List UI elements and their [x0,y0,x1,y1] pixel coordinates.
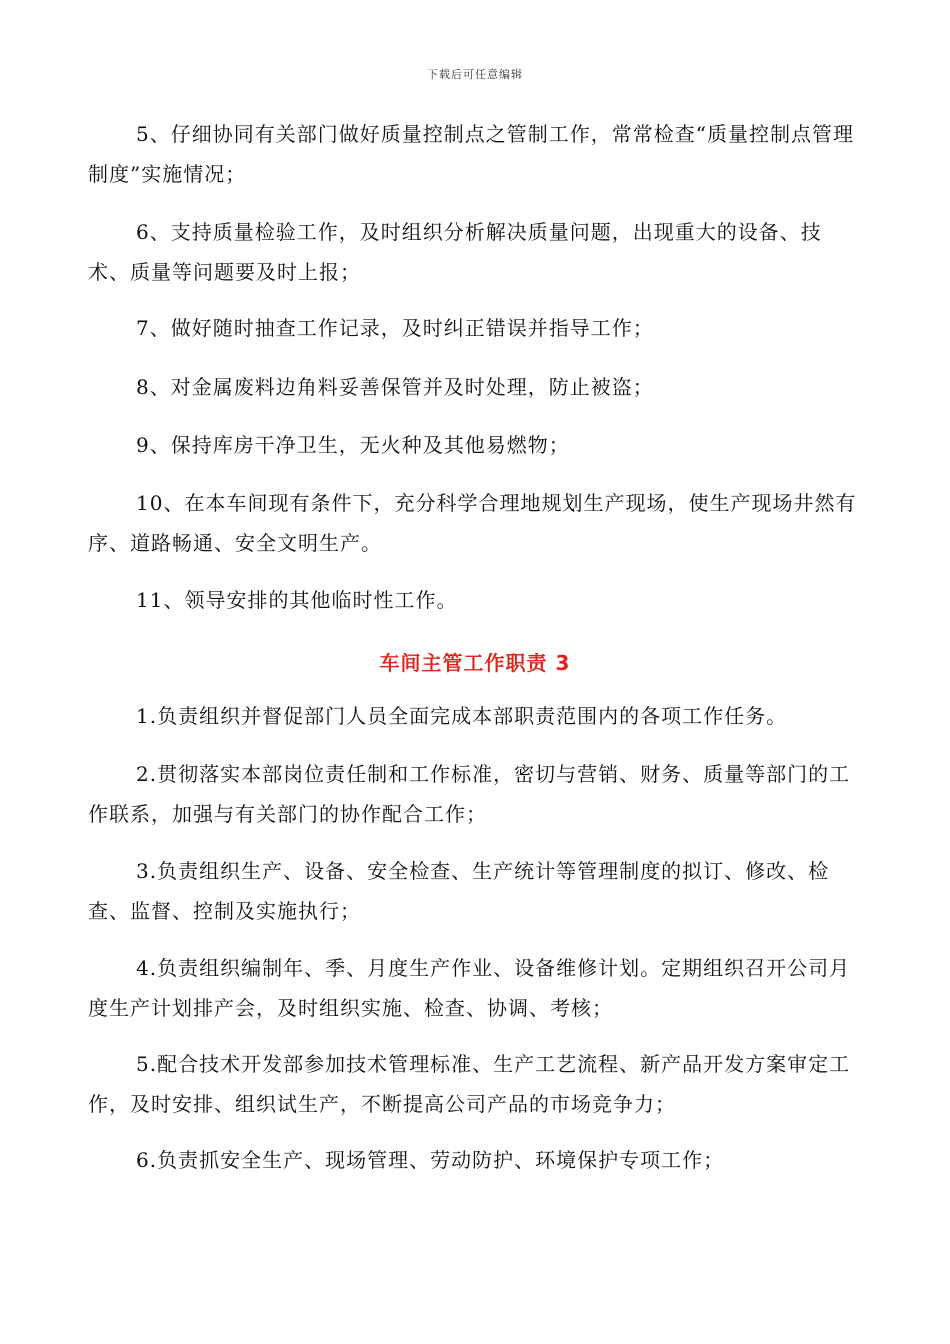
paragraph-item-7: 7、做好随时抽查工作记录，及时纠正错误并指导工作； [136,316,654,340]
duty-item-2: 2.贯彻落实本部岗位责任制和工作标准，密切与营销、财务、质量等部门的工作联系，加强与有关部门的协作配合工作； [88,762,851,826]
header-note: 下载后可任意编辑 [427,68,523,81]
paragraph-item-5: 5、仔细协同有关部门做好质量控制点之管制工作，常常检查“质量控制点管理制度”实施情况； [88,122,854,186]
paragraph-item-8: 8、对金属废料边角料妥善保管并及时处理，防止被盗； [136,375,654,399]
paragraph-item-11: 11、领导安排的其他临时性工作。 [136,588,458,612]
duty-item-6: 6.负责抓安全生产、现场管理、劳动防护、环境保护专项工作； [136,1148,725,1172]
paragraph-item-6: 6、支持质量检验工作，及时组织分析解决质量问题，出现重大的设备、技术、质量等问题要及时上报； [88,220,822,284]
duty-item-1: 1.负责组织并督促部门人员全面完成本部职责范围内的各项工作任务。 [136,704,788,728]
paragraph-item-10: 10、在本车间现有条件下，充分科学合理地规划生产现场，使生产现场井然有 序、道路畅通、安全文明生产。 [88,491,857,555]
duty-item-5: 5.配合技术开发部参加技术管理标准、生产工艺流程、新产品开发方案审定工作，及时安排、组织试生产，不断提高公司产品的市场竞争力； [88,1052,851,1116]
duty-item-4: 4.负责组织编制年、季、月度生产作业、设备维修计划。定期组织召开公司月度生产计划排产会，及时组织实施、检查、协调、考核； [88,956,851,1020]
duty-item-3: 3.负责组织生产、设备、安全检查、生产统计等管理制度的拟订、修改、检查、监督、控制及实施执行； [88,859,830,923]
paragraph-item-9: 9、保持库房干净卫生，无火种及其他易燃物； [136,433,570,457]
section-title: 车间主管工作职责 3 [379,651,571,675]
